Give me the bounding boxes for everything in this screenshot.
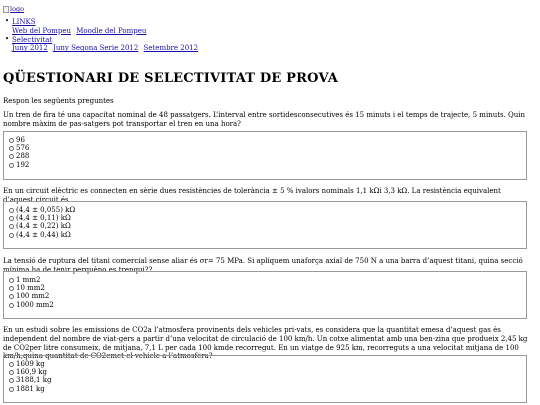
option-label[interactable]: 3188,1 kg — [16, 376, 52, 385]
link-juny-2012[interactable]: Juny 2012 — [12, 44, 48, 53]
option[interactable] — [9, 206, 521, 214]
nav-selectivitat-submenu — [12, 44, 201, 53]
radio-button[interactable] — [9, 362, 14, 367]
radio-button[interactable] — [9, 303, 14, 308]
question-3-text: La tensió de ruptura del titani comercial sense aliar és σr= 75 MPa. Si apliquem unaforça axial de 750 N a una barra d’aquest titani, quina secció mínima ha de tenir perquèno es trenqui?? — [3, 257, 523, 274]
option[interactable] — [9, 231, 521, 239]
nav-selectivitat-heading[interactable]: Selectivitat — [12, 35, 53, 44]
radio-button[interactable] — [9, 154, 14, 159]
radio-button[interactable] — [9, 278, 14, 283]
option[interactable] — [9, 161, 521, 169]
nav-links-heading[interactable]: LINKS — [12, 18, 36, 26]
option-label[interactable]: (4,4 ± 0,055) kΩ — [16, 205, 76, 214]
page-title: QÜESTIONARI DE SELECTIVITAT DE PROVA — [3, 71, 339, 86]
option[interactable] — [9, 284, 521, 292]
link-juny-segona-serie-2012[interactable]: Juny Segona Serie 2012 — [53, 44, 139, 53]
option-label[interactable]: 100 mm2 — [16, 292, 50, 301]
radio-button[interactable] — [9, 138, 14, 143]
nav-menu — [6, 18, 201, 53]
logo-link[interactable]: logo — [10, 5, 25, 13]
option-label[interactable]: 576 — [16, 144, 30, 153]
option[interactable] — [9, 214, 521, 222]
option-label[interactable]: 1881 kg — [16, 384, 45, 393]
broken-image-icon — [3, 6, 9, 13]
question-4-options — [3, 355, 527, 403]
link-moodle-del-pompeu[interactable]: Moodle del Pompeu — [76, 26, 147, 35]
logo[interactable] — [3, 5, 24, 13]
radio-button[interactable] — [9, 286, 14, 291]
option[interactable] — [9, 368, 521, 376]
link-setembre-2012[interactable]: Setembre 2012 — [143, 44, 199, 53]
option[interactable] — [9, 360, 521, 368]
option-label[interactable]: 160,9 kg — [16, 368, 47, 377]
radio-button[interactable] — [9, 163, 14, 168]
radio-button[interactable] — [9, 370, 14, 375]
option[interactable] — [9, 293, 521, 301]
option-label[interactable]: 96 — [16, 135, 25, 144]
option-label[interactable]: 288 — [16, 152, 30, 161]
link-web-del-pompeu[interactable]: Web del Pompeu — [12, 26, 71, 35]
nav-links-submenu — [12, 27, 201, 36]
option[interactable] — [9, 144, 521, 152]
option-label[interactable]: 192 — [16, 160, 30, 169]
option[interactable] — [9, 276, 521, 284]
radio-button[interactable] — [9, 146, 14, 151]
radio-button[interactable] — [9, 233, 14, 238]
option[interactable] — [9, 385, 521, 393]
nav-item-selectivitat — [6, 36, 201, 54]
radio-button[interactable] — [9, 224, 14, 229]
question-2-options — [3, 201, 527, 249]
question-1-options — [3, 131, 527, 180]
option-label[interactable]: (4,4 ± 0,11) kΩ — [16, 214, 71, 223]
option[interactable] — [9, 301, 521, 309]
question-1-text: Un tren de fira té una capacitat nominal de 48 passatgers. L’interval entre sortidesconsecutives és 15 minuts i el temps de trajecte, 5 minuts. Quin nombre màxim de pas-satgers pot transportar el tren en una hora? — [3, 111, 526, 128]
question-2-text: En un circuit elèctric es connecten en sèrie dues resistències de tolerància ± 5 % ivalors nominals 1,1 kΩi 3,3 kΩ. La resistència equivalent d’aquest circuit és — [3, 187, 501, 204]
option-label[interactable]: 1000 mm2 — [16, 300, 54, 309]
option-label[interactable]: 1 mm2 — [16, 275, 41, 284]
intro-text: Respon les següents preguntes — [3, 97, 114, 105]
question-4-text: En un estudi sobre les emissions de CO2a l’atmosfera provinents dels vehicles pri-vats, es considera que la quantitat emesa d’aquest gas és independent del nombre de viat-gers a partir d’una velocitat de circulació de 100 km/h. Un cotxe alimentat amb una ben-zina que produeix 2,45 kg de CO2per litre consumeix, de mitjana, 7,1 L per cada 100 kmde recorregut. En un viatge de 925 km, recorreguts a una velocitat mitjana de 100 km/h,quina quantitat de CO2emet el vehicle a l’atmosfera? — [3, 326, 528, 361]
option-label[interactable]: 1609 kg — [16, 359, 45, 368]
option[interactable] — [9, 223, 521, 231]
option-label[interactable]: (4,4 ± 0,44) kΩ — [16, 230, 71, 239]
nav-item-links — [6, 18, 201, 36]
option[interactable] — [9, 153, 521, 161]
option[interactable] — [9, 136, 521, 144]
radio-button[interactable] — [9, 387, 14, 392]
option-label[interactable]: (4,4 ± 0,22) kΩ — [16, 222, 71, 231]
option[interactable] — [9, 377, 521, 385]
radio-button[interactable] — [9, 208, 14, 213]
radio-button[interactable] — [9, 294, 14, 299]
question-3-options — [3, 271, 527, 319]
radio-button[interactable] — [9, 216, 14, 221]
option-label[interactable]: 10 mm2 — [16, 284, 45, 293]
radio-button[interactable] — [9, 378, 14, 383]
